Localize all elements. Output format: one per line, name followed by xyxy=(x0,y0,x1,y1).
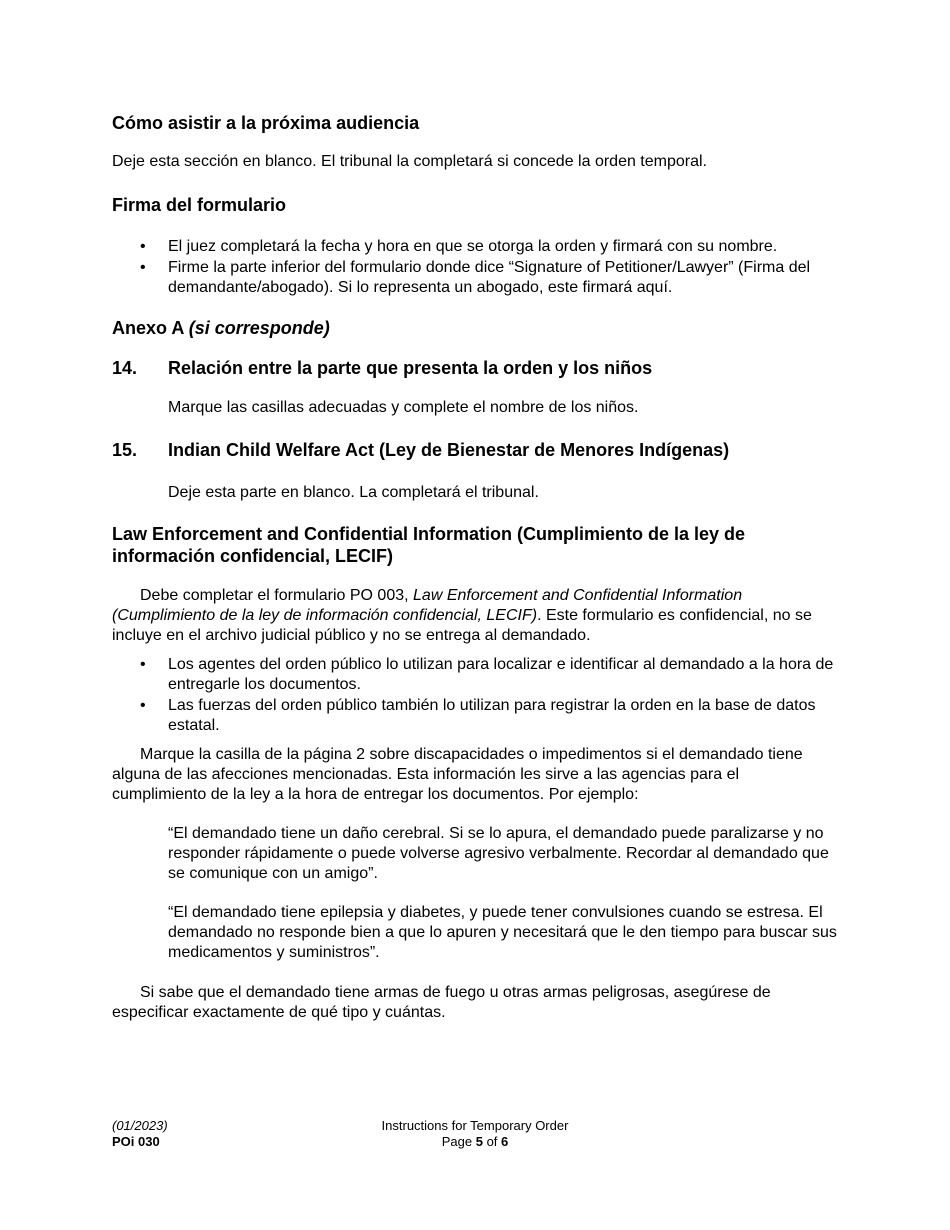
hearing-heading: Cómo asistir a la próxima audiencia xyxy=(112,113,420,133)
example-quote-1: “El demandado tiene un daño cerebral. Si se lo apura, el demandado puede paralizarse y no responder rápidamente o puede volverse agresivo verbalmente. Recordar al demandado que se comunique con un amigo”. xyxy=(168,825,829,882)
bullet-icon: • xyxy=(140,238,146,255)
footer-page-total: 6 xyxy=(501,1134,509,1149)
hearing-text: Deje esta sección en blanco. El tribunal la completará si concede la orden temporal. xyxy=(112,153,707,170)
footer-page-number: 5 xyxy=(475,1134,483,1149)
list-item: • El juez completará la fecha y hora en que se otorga la orden y firmará con su nombre. xyxy=(140,238,778,255)
item-15-number: 15. xyxy=(112,440,138,460)
footer-page-label: Page xyxy=(441,1134,473,1149)
footer-doc-title: Instructions for Temporary Order xyxy=(381,1118,569,1133)
list-item: • Las fuerzas del orden público también lo utilizan para registrar la orden en la base de datos estatal. xyxy=(140,697,816,734)
lecif-bullet-list xyxy=(112,655,834,737)
footer-center xyxy=(380,1118,570,1150)
item-15-title: Indian Child Welfare Act (Ley de Bienestar de Menores Indígenas) xyxy=(168,440,730,460)
lecif-heading: Law Enforcement and Confidential Information (Cumplimiento de la ley de información confidencial, LECIF) xyxy=(112,524,746,566)
item-14-text: Marque las casillas adecuadas y complete el nombre de los niños. xyxy=(168,399,639,416)
lecif-form-title: Law Enforcement and Confidential Information (Cumplimiento de la ley de información confidencial, LECIF) xyxy=(112,587,743,624)
lecif-paragraph-3: Si sabe que el demandado tiene armas de fuego u otras armas peligrosas, asegúrese de especificar exactamente de qué tipo y cuántas. xyxy=(112,984,771,1021)
footer-date: (01/2023) xyxy=(112,1118,168,1133)
footer-left xyxy=(112,1118,168,1150)
item-14-number: 14. xyxy=(112,358,138,378)
bullet-icon: • xyxy=(140,697,146,714)
signature-heading: Firma del formulario xyxy=(112,195,287,215)
signature-bullet-list xyxy=(112,237,834,299)
lecif-paragraph-1: Debe completar el formulario PO 003, Law Enforcement and Confidential Information (Cumplimiento de la ley de información confidencial, LECIF). Este formulario es confidencial, no se incluye en el archivo judicial público y no se entrega al demandado. xyxy=(112,587,812,644)
bullet-icon: • xyxy=(140,656,146,673)
item-14-title: Relación entre la parte que presenta la orden y los niños xyxy=(168,358,653,378)
list-item: • Firme la parte inferior del formulario donde dice “Signature of Petitioner/Lawyer” (Firma del demandante/abogado). Si lo representa un abogado, este firmará aquí. xyxy=(140,259,811,296)
item-15-text: Deje esta parte en blanco. La completará el tribunal. xyxy=(168,484,539,501)
lecif-paragraph-2: Marque la casilla de la página 2 sobre discapacidades o impedimentos si el demandado tiene alguna de las afecciones mencionadas. Esta información les sirve a las agencias para el cumplimiento de la ley a la hora de entregar los documentos. Por ejemplo: xyxy=(112,746,803,803)
example-quote-2: “El demandado tiene epilepsia y diabetes, y puede tener convulsiones cuando se estresa. El demandado no responde bien a que lo apuren y necesitará que le den tiempo para buscar sus medicamentos y suministros”. xyxy=(168,904,837,961)
annex-heading xyxy=(112,317,330,339)
annex-subtitle: (si corresponde) xyxy=(188,318,330,338)
annex-title: Anexo A xyxy=(112,318,184,338)
footer-form-id: POi 030 xyxy=(112,1134,160,1149)
footer-of-label: of xyxy=(486,1134,498,1149)
bullet-icon: • xyxy=(140,259,146,276)
list-item: • Los agentes del orden público lo utilizan para localizar e identificar al demandado a la hora de entregarle los documentos. xyxy=(140,656,834,693)
